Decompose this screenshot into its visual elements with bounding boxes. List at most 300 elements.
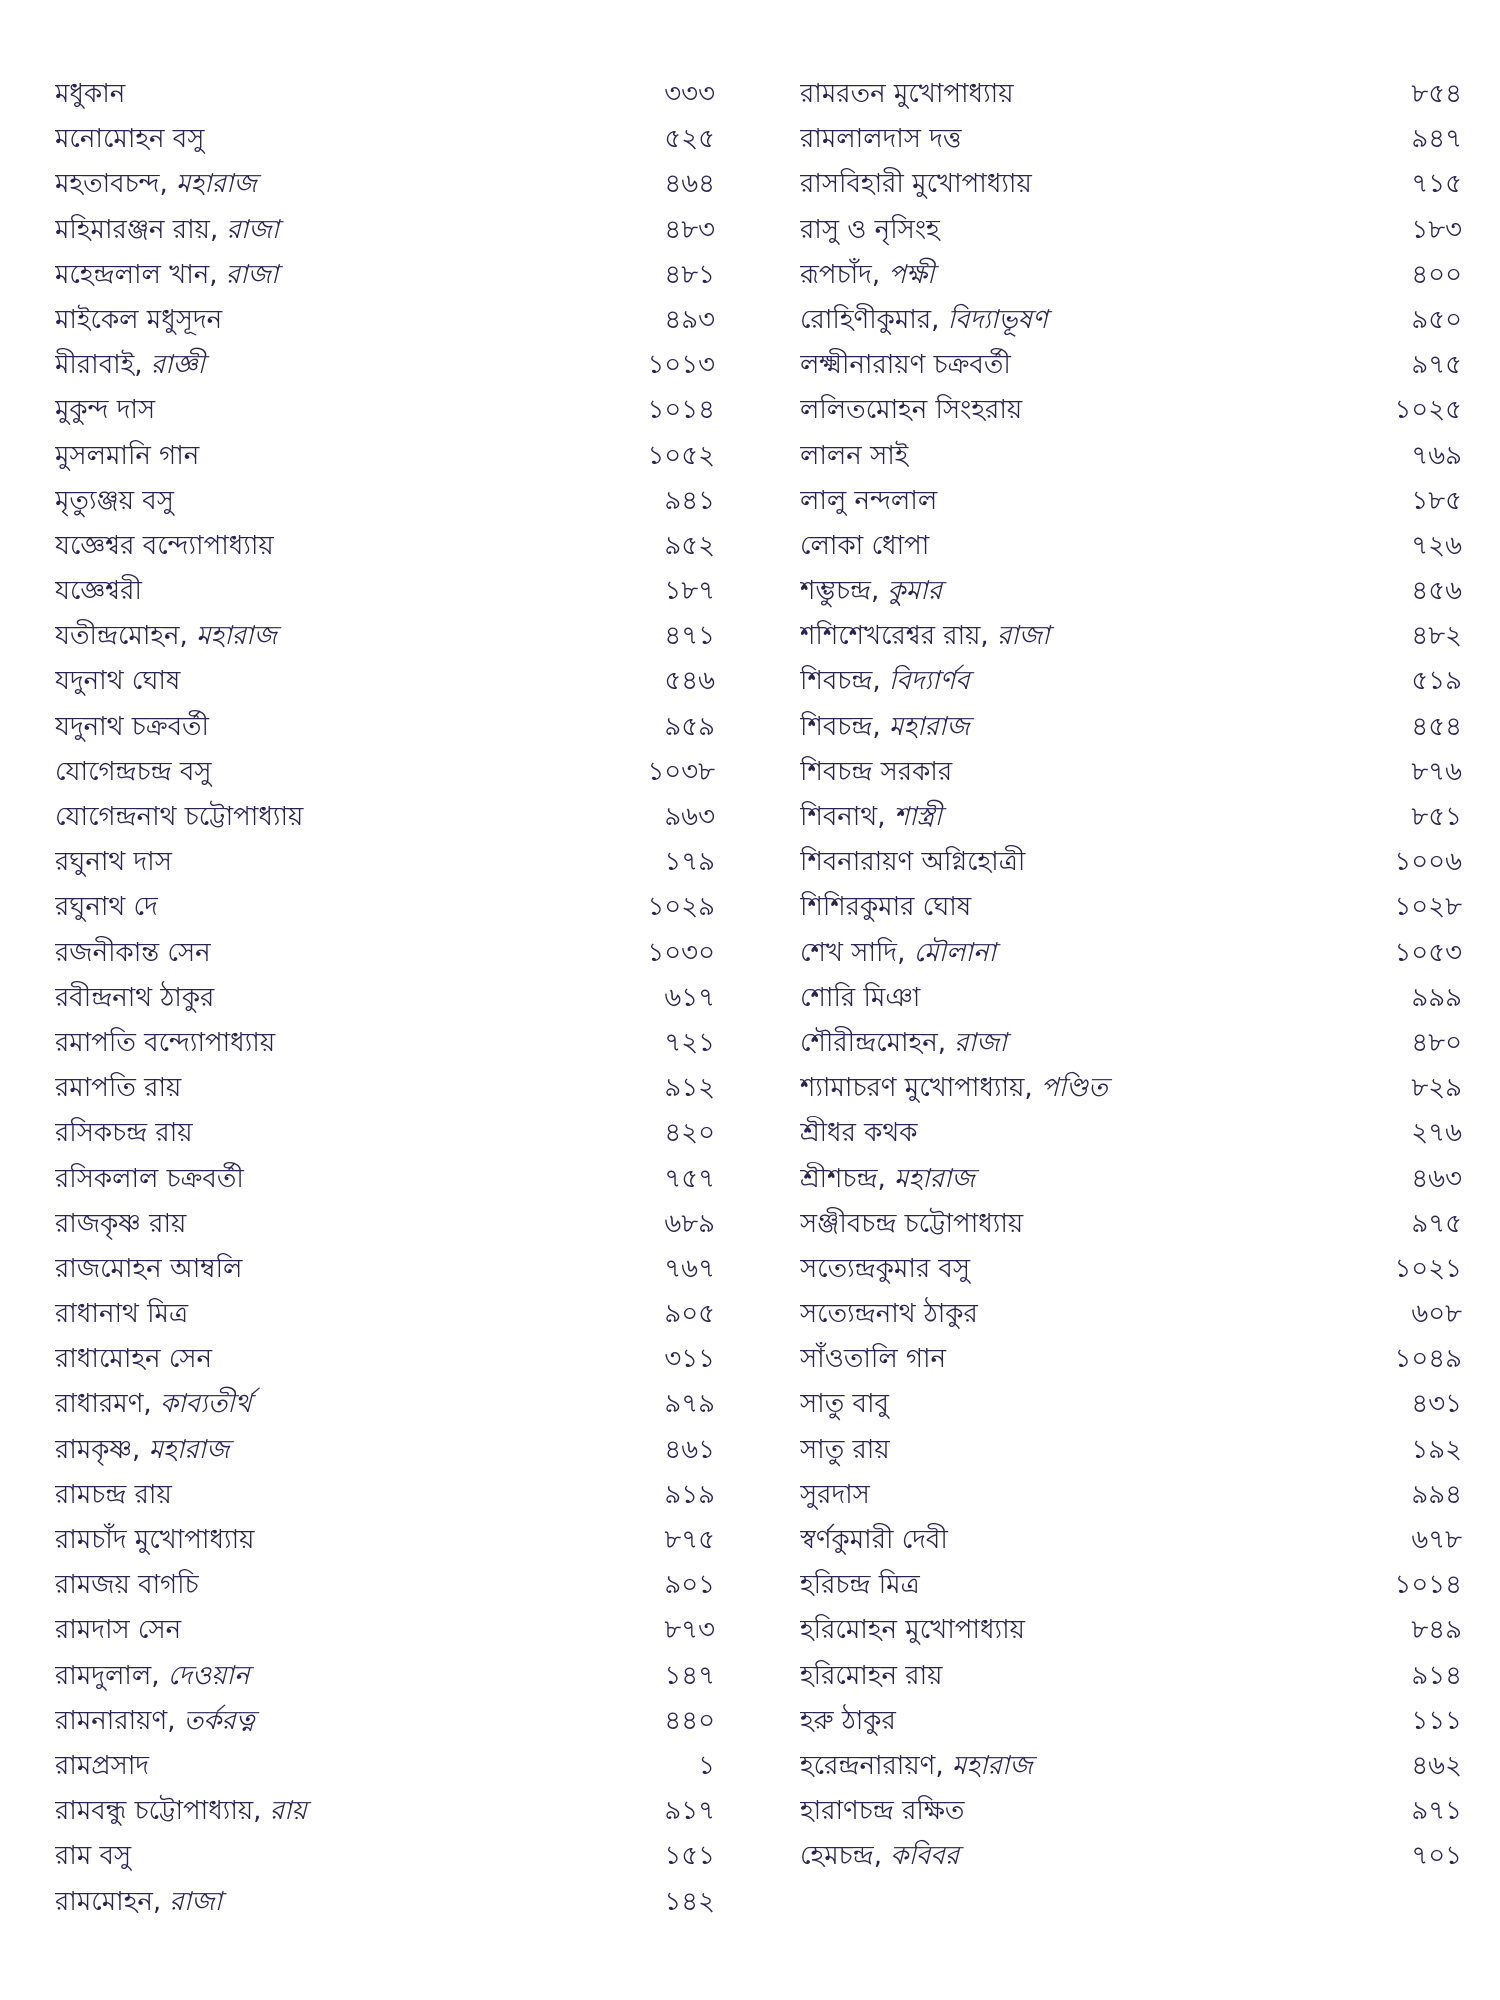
entry-name (55, 1744, 625, 1789)
entry-name-text: রামলালদাস দত্ত (800, 124, 962, 155)
entry-name-text: রমাপতি রায় (55, 1073, 182, 1104)
index-entry (800, 1292, 1462, 1337)
entry-name (800, 1699, 1372, 1744)
entry-page-number: ৬৮৯ (664, 1208, 715, 1239)
entry-name (55, 614, 625, 659)
entry-page-number: ৯০৫ (664, 1299, 715, 1330)
entry-title: মহারাজ (176, 169, 257, 200)
entry-name-text: মহিমারঞ্জন রায়, (55, 214, 227, 245)
entry-name-text: সঞ্জীবচন্দ্র চট্টোপাধ্যায় (800, 1208, 1024, 1239)
entry-page-number: ৬১৭ (664, 982, 715, 1013)
entry-name (800, 931, 1372, 976)
index-entry (800, 253, 1462, 298)
entry-name-text: রাধামোহন সেন (55, 1344, 213, 1375)
entry-name (800, 1157, 1372, 1202)
index-entry (55, 117, 715, 162)
entry-name (800, 208, 1372, 253)
entry-page-number: ৯৪৭ (1411, 124, 1462, 155)
entry-page-number: ১০৫২ (647, 440, 715, 471)
index-entry (55, 298, 715, 343)
entry-page-number: ১০৩৮ (647, 756, 715, 787)
entry-name-text: সত্যেন্দ্রনাথ ঠাকুর (800, 1299, 978, 1330)
index-entry (800, 1834, 1462, 1879)
entry-name-text: রাসবিহারী মুখোপাধ্যায় (800, 169, 1032, 200)
index-entry (55, 795, 715, 840)
entry-name (55, 750, 625, 795)
entry-page-number: ৩৩৩ (664, 79, 715, 109)
entry-name (800, 1789, 1372, 1834)
index-entry (800, 840, 1462, 885)
entry-name-text: রামনারায়ণ, (55, 1705, 184, 1736)
index-entry (55, 1789, 715, 1834)
entry-page-number: ৩১১ (664, 1344, 715, 1375)
entry-page-number: ৪৮২ (1411, 621, 1462, 652)
entry-page-number: ১০৩০ (647, 937, 715, 968)
index-entry (800, 1382, 1462, 1427)
index-entry (55, 253, 715, 298)
entry-name-text: রামপ্রসাদ (55, 1750, 150, 1781)
entry-page-number: ১০২৮ (1394, 892, 1462, 923)
entry-name (55, 705, 625, 750)
entry-page-number: ৯৭৯ (664, 1389, 715, 1420)
entry-name (55, 1157, 625, 1202)
entry-name (55, 253, 625, 298)
entry-page-number: ১০২৯ (647, 892, 715, 923)
entry-name (55, 1834, 625, 1879)
entry-name (800, 795, 1372, 840)
index-entry (800, 1021, 1462, 1066)
entry-name-text: শ্রীধর কথক (800, 1118, 918, 1149)
entry-name (55, 208, 625, 253)
entry-title: মহারাজ (148, 1434, 230, 1465)
entry-title: রাজ্ঞী (150, 350, 205, 381)
index-entry (800, 434, 1462, 479)
entry-name (800, 72, 1372, 117)
entry-name-text: মুসলমানি গান (55, 440, 200, 471)
entry-name (55, 931, 625, 976)
entry-name-text: যজ্ঞেশ্বর বন্দ্যোপাধ্যায় (55, 530, 274, 561)
index-entry (55, 705, 715, 750)
index-entry (55, 434, 715, 479)
entry-name (55, 885, 625, 930)
index-entry (55, 343, 715, 388)
index-entry (55, 479, 715, 524)
entry-page-number: ৮৭৫ (664, 1525, 715, 1555)
entry-page-number: ১০১৪ (1394, 1570, 1462, 1601)
entry-page-number: ৯৭৫ (1411, 350, 1462, 381)
entry-page-number: ৮৫১ (1411, 802, 1462, 832)
entry-name (55, 1202, 625, 1247)
entry-name-text: মনোমোহন বসু (55, 124, 205, 155)
entry-name-text: যদুনাথ চক্রবর্তী (55, 711, 209, 742)
entry-name-text: হারাণচন্দ্র রক্ষিত (800, 1796, 965, 1827)
entry-name (55, 840, 625, 885)
entry-name-text: রমাপতি বন্দ্যোপাধ্যায় (55, 1027, 276, 1058)
entry-name-text: শিশিরকুমার ঘোষ (800, 892, 972, 923)
entry-name-text: লোকা ধোপা (800, 530, 930, 561)
entry-name (55, 524, 625, 569)
entry-page-number: ৬৭৮ (1411, 1525, 1462, 1555)
index-entry (55, 931, 715, 976)
entry-name (800, 659, 1372, 704)
index-entry (55, 162, 715, 207)
index-entry (55, 1428, 715, 1473)
entry-name-text: সাঁওতালি গান (800, 1344, 947, 1375)
entry-name-text: শিবনাথ, (800, 802, 894, 832)
entry-page-number: ৯৪১ (664, 485, 715, 516)
entry-name-text: রাধানাথ মিত্র (55, 1299, 189, 1330)
index-entry (800, 72, 1462, 117)
entry-name (55, 1111, 625, 1156)
index-entry (800, 1337, 1462, 1382)
entry-name-text: রাজকৃষ্ণ রায় (55, 1208, 187, 1239)
index-entry (55, 388, 715, 433)
entry-page-number: ৭১৫ (1411, 169, 1462, 200)
index-entry (800, 1608, 1462, 1653)
entry-name-text: মৃত্যুঞ্জয় বসু (55, 485, 174, 516)
index-entry (800, 750, 1462, 795)
index-entry (800, 1428, 1462, 1473)
index-entry (55, 1247, 715, 1292)
entry-page-number: ৪৮১ (664, 259, 715, 290)
index-entry (55, 1382, 715, 1427)
entry-name (55, 1608, 625, 1653)
entry-page-number: ১৮৩ (1411, 214, 1462, 245)
entry-name (55, 298, 625, 343)
entry-name-text: রবীন্দ্রনাথ ঠাকুর (55, 982, 215, 1013)
entry-name (55, 659, 625, 704)
entry-page-number: ৪৬৩ (1411, 1163, 1462, 1194)
index-entry (800, 343, 1462, 388)
entry-page-number: ৫২৫ (664, 124, 715, 155)
index-entry (55, 1563, 715, 1608)
index-entry (800, 388, 1462, 433)
entry-name-text: রামচন্দ্র রায় (55, 1479, 172, 1510)
entry-name-text: লালন সাই (800, 440, 909, 471)
entry-name-text: রাজমোহন আম্বলি (55, 1253, 243, 1284)
entry-name-text: মাইকেল মধুসূদন (55, 304, 223, 335)
entry-name (55, 1789, 625, 1834)
entry-page-number: ৯১৭ (664, 1796, 715, 1827)
entry-page-number: ৮৭৩ (664, 1615, 715, 1646)
entry-name (55, 72, 625, 117)
entry-name-text: রূপচাঁদ, (800, 259, 889, 290)
entry-name-text: মুকুন্দ দাস (55, 395, 156, 426)
index-entry (55, 1111, 715, 1156)
entry-page-number: ১০২৫ (1394, 395, 1462, 426)
entry-page-number: ৪৮৩ (664, 214, 715, 245)
entry-name-text: রামদাস সেন (55, 1615, 182, 1646)
entry-name (800, 524, 1372, 569)
index-entry (800, 659, 1462, 704)
entry-page-number: ১৭৯ (664, 847, 715, 878)
index-entry (55, 1202, 715, 1247)
index-entry (800, 524, 1462, 569)
index-entry (55, 524, 715, 569)
entry-name-text: মীরাবাই, (55, 350, 151, 381)
index-column-right (800, 72, 1462, 1880)
entry-page-number: ৭৫৭ (664, 1163, 715, 1194)
entry-name (800, 1382, 1372, 1427)
entry-page-number: ৯৬৩ (664, 802, 715, 832)
entry-name-text: রামদুলাল, (55, 1660, 168, 1691)
entry-name (800, 1654, 1372, 1699)
entry-name-text: শিবনারায়ণ অগ্নিহোত্রী (800, 847, 1026, 878)
entry-name-text: হরিচন্দ্র মিত্র (800, 1570, 920, 1601)
entry-name (800, 1066, 1372, 1111)
entry-page-number: ৪০০ (1411, 259, 1462, 290)
entry-page-number: ১০০৬ (1394, 847, 1462, 878)
entry-name (55, 343, 625, 388)
index-entry (800, 976, 1462, 1021)
entry-title: রাজা (996, 621, 1050, 652)
entry-name-text: রজনীকান্ত সেন (55, 937, 211, 968)
entry-page-number: ১০১৪ (647, 395, 715, 426)
entry-page-number: ১৯২ (1411, 1434, 1462, 1465)
index-entry (55, 614, 715, 659)
index-entry (55, 659, 715, 704)
entry-title: রাজা (169, 1886, 223, 1917)
index-entry (800, 1473, 1462, 1518)
entry-name (800, 1292, 1372, 1337)
entry-page-number: ১৪৭ (664, 1660, 715, 1691)
index-entry (800, 569, 1462, 614)
entry-page-number: ৪৭১ (664, 621, 715, 652)
entry-name (55, 1066, 625, 1111)
entry-page-number: ১০২১ (1394, 1253, 1462, 1284)
entry-page-number: ১১১ (1411, 1705, 1462, 1736)
index-entry (800, 162, 1462, 207)
index-entry (55, 1157, 715, 1202)
entry-page-number: ১০১৩ (647, 350, 715, 381)
entry-name (55, 976, 625, 1021)
entry-name (55, 1428, 625, 1473)
entry-page-number: ৭৬৭ (664, 1253, 715, 1284)
entry-page-number: ৫৪৬ (664, 666, 715, 697)
index-entry (800, 1789, 1462, 1834)
entry-page-number: ১০৫৩ (1394, 937, 1462, 968)
entry-name (55, 434, 625, 479)
entry-page-number: ৭৬৯ (1411, 440, 1462, 471)
entry-name (800, 1608, 1372, 1653)
entry-name-text: সাতু রায় (800, 1434, 890, 1465)
entry-name (800, 840, 1372, 885)
entry-name (800, 1428, 1372, 1473)
index-entry (55, 1066, 715, 1111)
entry-name (55, 1699, 625, 1744)
index-entry (55, 1880, 715, 1925)
entry-name (55, 1880, 625, 1925)
entry-name-text: যোগেন্দ্রনাথ চট্টোপাধ্যায় (55, 802, 304, 832)
entry-name-text: সুরদাস (800, 1479, 870, 1510)
entry-name (800, 614, 1372, 659)
index-entry (55, 1292, 715, 1337)
entry-name (55, 795, 625, 840)
entry-page-number: ৪৩১ (1411, 1389, 1462, 1420)
index-entry (800, 795, 1462, 840)
entry-page-number: ১৫১ (664, 1841, 715, 1872)
entry-name-text: মহতাবচন্দ, (55, 169, 177, 200)
entry-name (55, 1382, 625, 1427)
entry-name (800, 1111, 1372, 1156)
entry-page-number: ৪৪০ (664, 1705, 715, 1736)
entry-name-text: রসিকলাল চক্রবর্তী (55, 1163, 244, 1194)
entry-name-text: হরু ঠাকুর (800, 1705, 896, 1736)
entry-page-number: ৯৭৫ (1411, 1208, 1462, 1239)
entry-name-text: সাতু বাবু (800, 1389, 889, 1420)
entry-name-text: শ্রীশচন্দ্র, (800, 1163, 895, 1194)
entry-title: মহারাজ (196, 621, 277, 652)
entry-name (800, 388, 1372, 433)
entry-name (800, 569, 1372, 614)
entry-page-number: ১৪২ (664, 1886, 715, 1917)
index-entry (55, 1021, 715, 1066)
index-entry (55, 1699, 715, 1744)
entry-title: পণ্ডিত (1040, 1073, 1108, 1104)
index-entry (800, 479, 1462, 524)
entry-page-number: ৯৯৪ (1411, 1479, 1462, 1510)
entry-name-text: রামরতন মুখোপাধ্যায় (800, 79, 1014, 109)
entry-title: মহারাজ (894, 1163, 975, 1194)
entry-page-number: ৮৪৯ (1411, 1615, 1462, 1646)
entry-page-number: ৯১২ (664, 1073, 715, 1104)
entry-page-number: ৪৬১ (664, 1434, 715, 1465)
index-entry (55, 1654, 715, 1699)
entry-title: বিদ্যার্ণব (888, 666, 970, 697)
entry-name-text: লালু নন্দলাল (800, 485, 938, 516)
index-entry (800, 931, 1462, 976)
entry-name-text: শিবচন্দ্র, (800, 711, 889, 742)
entry-name-text: হরিমোহন রায় (800, 1660, 943, 1691)
index-entry (800, 1202, 1462, 1247)
entry-name (55, 479, 625, 524)
entry-name-text: রামকৃষ্ণ, (55, 1434, 149, 1465)
entry-page-number: ৮২৯ (1411, 1073, 1462, 1104)
entry-name-text: হেমচন্দ্র, (800, 1841, 891, 1872)
entry-page-number: ৪৬২ (1411, 1750, 1462, 1781)
entry-name-text: শ্যামাচরণ মুখোপাধ্যায়, (800, 1073, 1041, 1104)
entry-name (800, 162, 1372, 207)
entry-name-text: শিবচন্দ্র, (800, 666, 889, 697)
entry-name (55, 162, 625, 207)
entry-page-number: ৫১৯ (1411, 666, 1462, 697)
entry-name (800, 1021, 1372, 1066)
entry-page-number: ৯১৪ (1411, 1660, 1462, 1691)
entry-name (55, 1021, 625, 1066)
entry-page-number: ৮৭৬ (1411, 756, 1462, 787)
entry-name-text: হরিমোহন মুখোপাধ্যায় (800, 1615, 1025, 1646)
index-entry (55, 885, 715, 930)
entry-name-text: রঘুনাথ দাস (55, 847, 172, 878)
index-entry (55, 840, 715, 885)
entry-page-number: ৭০১ (1411, 1841, 1462, 1872)
entry-name (800, 1834, 1372, 1879)
entry-name (55, 1654, 625, 1699)
index-entry (55, 1608, 715, 1653)
entry-name (800, 117, 1372, 162)
entry-name-text: স্বর্ণকুমারী দেবী (800, 1525, 948, 1555)
entry-name (55, 1247, 625, 1292)
index-entry (800, 298, 1462, 343)
index-entry (55, 569, 715, 614)
entry-page-number: ৯১৯ (664, 1479, 715, 1510)
entry-page-number: ১ (698, 1750, 715, 1781)
index-entry (55, 208, 715, 253)
entry-name (55, 1518, 625, 1563)
entry-name (800, 976, 1372, 1021)
index-entry (800, 1699, 1462, 1744)
entry-name (55, 388, 625, 433)
entry-name (800, 1473, 1372, 1518)
index-column-left (55, 72, 715, 1925)
entry-name-text: যজ্ঞেশ্বরী (55, 576, 142, 607)
entry-page-number: ১০৪৯ (1394, 1344, 1462, 1375)
entry-title: বিদ্যাভূষণ (947, 304, 1048, 335)
entry-name-text: রাধারমণ, (55, 1389, 160, 1420)
entry-page-number: ৪২০ (664, 1118, 715, 1149)
entry-name-text: যদুনাথ ঘোষ (55, 666, 181, 697)
entry-name-text: রাসু ও নৃসিংহ (800, 214, 940, 245)
entry-title: মহারাজ (951, 1750, 1033, 1781)
entry-title: পক্ষী (888, 259, 935, 290)
entry-page-number: ৪৬৪ (664, 169, 715, 200)
entry-title: কবিবর (890, 1841, 960, 1872)
entry-page-number: ৬০৮ (1411, 1299, 1462, 1330)
entry-name (55, 117, 625, 162)
entry-name (800, 1563, 1372, 1608)
entry-page-number: ২৭৬ (1411, 1118, 1462, 1149)
entry-name-text: যোগেন্দ্রচন্দ্র বসু (55, 756, 212, 787)
entry-name (800, 1202, 1372, 1247)
index-entry (800, 1563, 1462, 1608)
index-entry (55, 1473, 715, 1518)
entry-page-number: ৪৯৩ (664, 304, 715, 335)
index-entry (800, 1157, 1462, 1202)
entry-name-text: মহেন্দ্রলাল খান, (55, 259, 226, 290)
entry-name (800, 253, 1372, 298)
entry-page-number: ৯৫০ (1411, 304, 1462, 335)
index-entry (800, 614, 1462, 659)
entry-title: কাব্যতীর্থ (159, 1389, 252, 1420)
entry-name-text: রামবন্ধু চট্টোপাধ্যায়, (55, 1796, 270, 1827)
entry-page-number: ১৮৭ (664, 576, 715, 607)
entry-name-text: শিবচন্দ্র সরকার (800, 756, 953, 787)
index-entry (800, 705, 1462, 750)
index-entry (55, 1744, 715, 1789)
entry-title: কুমার (887, 576, 942, 607)
entry-name (800, 705, 1372, 750)
entry-page-number: ৯৯৯ (1411, 982, 1462, 1013)
index-entry (55, 976, 715, 1021)
entry-page-number: ৮৫৪ (1411, 79, 1462, 109)
entry-name (55, 569, 625, 614)
index-entry (55, 750, 715, 795)
entry-title: রায় (269, 1796, 307, 1827)
entry-name-text: রামচাঁদ মুখোপাধ্যায় (55, 1525, 255, 1555)
entry-name (800, 298, 1372, 343)
entry-page-number: ১৮৫ (1411, 485, 1462, 516)
entry-name (800, 750, 1372, 795)
entry-name-text: সত্যেন্দ্রকুমার বসু (800, 1253, 971, 1284)
entry-name-text: ললিতমোহন সিংহরায় (800, 395, 1023, 426)
entry-name-text: রামজয় বাগচি (55, 1570, 199, 1601)
entry-title: দেওয়ান (167, 1660, 250, 1691)
index-entry (800, 1518, 1462, 1563)
entry-page-number: ৪৫৬ (1411, 576, 1462, 607)
entry-name-text: রামমোহন, (55, 1886, 170, 1917)
entry-name-text: শম্ভুচন্দ্র, (800, 576, 888, 607)
index-entry (55, 1518, 715, 1563)
